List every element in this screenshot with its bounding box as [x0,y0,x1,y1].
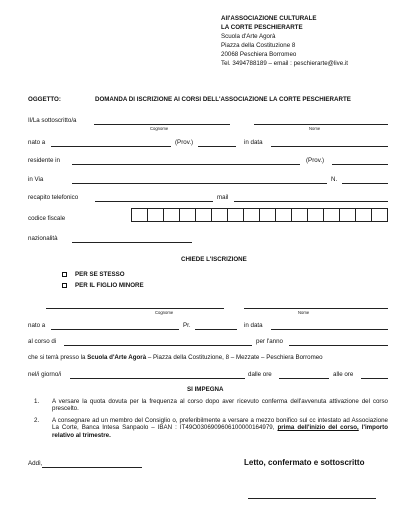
option-figlio-minore: PER IL FIGLIO MINORE [75,282,144,289]
recapito-label: recapito telefonico [28,194,79,201]
impegna-title: SI IMPEGNA [187,386,224,393]
numero-field[interactable] [342,183,388,184]
subject-text: DOMANDA DI ISCRIZIONE AI CORSI DELL'ASSOCIAZIONE LA CORTE PESCHIERARTE [95,96,351,103]
cf-box[interactable] [291,208,308,222]
residente-label: residente in [28,157,60,164]
sede-scuola: Scuola d'Arte Agorà [87,354,147,361]
dalle-label: dalle ore [248,371,272,378]
cf-box[interactable] [227,208,244,222]
prov-residenza-field[interactable] [332,164,388,165]
nazionalita-field[interactable] [72,242,192,243]
cf-box[interactable] [371,208,388,222]
address-line: Tel. 3494788189 – email : peschierarte@live.it [221,60,349,67]
residenza-field[interactable] [72,164,300,165]
corso-field[interactable] [64,345,252,346]
cf-box[interactable] [163,208,180,222]
via-field[interactable] [72,183,327,184]
prov-label: (Prov.) [306,157,325,164]
address-line: Scuola d'Arte Agorà [221,33,276,40]
via-label: in Via [28,176,44,183]
nome-caption: Nome [298,310,310,315]
dalle-field[interactable] [279,378,329,379]
nome-figlio-field[interactable] [244,308,388,309]
cf-box[interactable] [147,208,164,222]
addi-field[interactable] [42,467,142,468]
address-line: All'ASSOCIAZIONE CULTURALE [221,15,317,22]
address-line: LA CORTE PESCHIERARTE [221,24,303,31]
impegno-1-text: A versare la quota dovuta per la frequenza al corso dopo aver ricevuto conferma dell'avvenuta attivazione del corso prescelto. [52,398,388,413]
luogo-nascita-figlio-field[interactable] [51,329,179,330]
sede-post: – Piazza della Costituzione, 8 – Mezzate – Peschiera Borromeo [146,354,323,361]
cognome-caption: Cognome [150,126,169,131]
data-nascita-figlio-field[interactable] [271,329,388,330]
address-line: 20068 Peschiera Borromeo [221,51,297,58]
option-se-stesso: PER SE STESSO [75,271,125,278]
nato-a-label: nato a [28,139,46,146]
alle-field[interactable] [361,378,388,379]
checkbox-se-stesso[interactable] [62,272,67,277]
item-number: 1. [34,398,40,405]
nome-caption: Nome [309,126,321,131]
impegno-2-part-a: A consegnare ad un membro del Consiglio o, preferibilmente a versare a mezzo bonifico sul cc intestato ad Associazione La Corte, Banca Intesa Sanpaolo – IBAN : IT49O0306909606100000164979, [52,417,388,432]
cognome-field[interactable] [94,124,230,125]
chiede-title: CHIEDE L'ISCRIZIONE [181,256,247,263]
nazionalita-label: nazionalità [28,235,58,242]
cf-box[interactable] [259,208,276,222]
prov-field[interactable] [198,146,236,147]
codice-fiscale-label: codice fiscale [28,215,66,222]
codice-fiscale-boxes[interactable] [131,208,388,222]
sede-text [28,354,323,361]
signature-caption: Letto, confermato e sottoscritto [244,458,365,467]
sottoscritto-label: Il/La sottoscritto/a [28,117,77,124]
corso-label: al corso di [28,338,57,345]
cf-box[interactable] [131,208,148,222]
in-data-label: in data [244,139,263,146]
in-data-label: in data [244,322,263,329]
data-nascita-field[interactable] [271,146,388,147]
giorni-label: nel/i giorno/i [28,371,62,378]
nome-field[interactable] [254,124,388,125]
mail-label: mail [217,194,229,201]
impegno-2-part-b: l'importo relativo al trimestre. [52,424,388,439]
prov-label: (Prov.) [175,139,194,146]
checkbox-figlio-minore[interactable] [62,283,67,288]
subject-label: OGGETTO: [28,96,61,103]
sede-pre: che si terrà presso la [28,354,88,361]
cf-box[interactable] [323,208,340,222]
alle-label: alle ore [333,371,354,378]
telefono-field[interactable] [95,201,213,202]
cognome-figlio-field[interactable] [46,308,224,309]
address-line: Piazza della Costituzione 8 [221,42,296,49]
cf-box[interactable] [243,208,260,222]
cf-box[interactable] [307,208,324,222]
impegno-2-text [52,417,388,439]
anno-field[interactable] [289,345,388,346]
giorni-field[interactable] [70,378,245,379]
signature-field[interactable] [248,498,376,499]
cf-box[interactable] [275,208,292,222]
addi-label: Addì, [28,460,43,467]
mail-field[interactable] [234,201,388,202]
cf-box[interactable] [211,208,228,222]
anno-label: per l'anno [256,338,283,345]
cognome-caption: Cognome [155,310,174,315]
cf-box[interactable] [355,208,372,222]
luogo-nascita-field[interactable] [51,146,171,147]
cf-box[interactable] [195,208,212,222]
nato-a-label: nato a [28,322,46,329]
impegno-2-underlined: prima dell'inizio del corso, [277,424,359,432]
pr-figlio-field[interactable] [195,329,237,330]
pr-label: Pr. [183,322,191,329]
cf-box[interactable] [179,208,196,222]
numero-label: N. [331,176,338,183]
cf-box[interactable] [339,208,356,222]
item-number: 2. [34,417,40,424]
